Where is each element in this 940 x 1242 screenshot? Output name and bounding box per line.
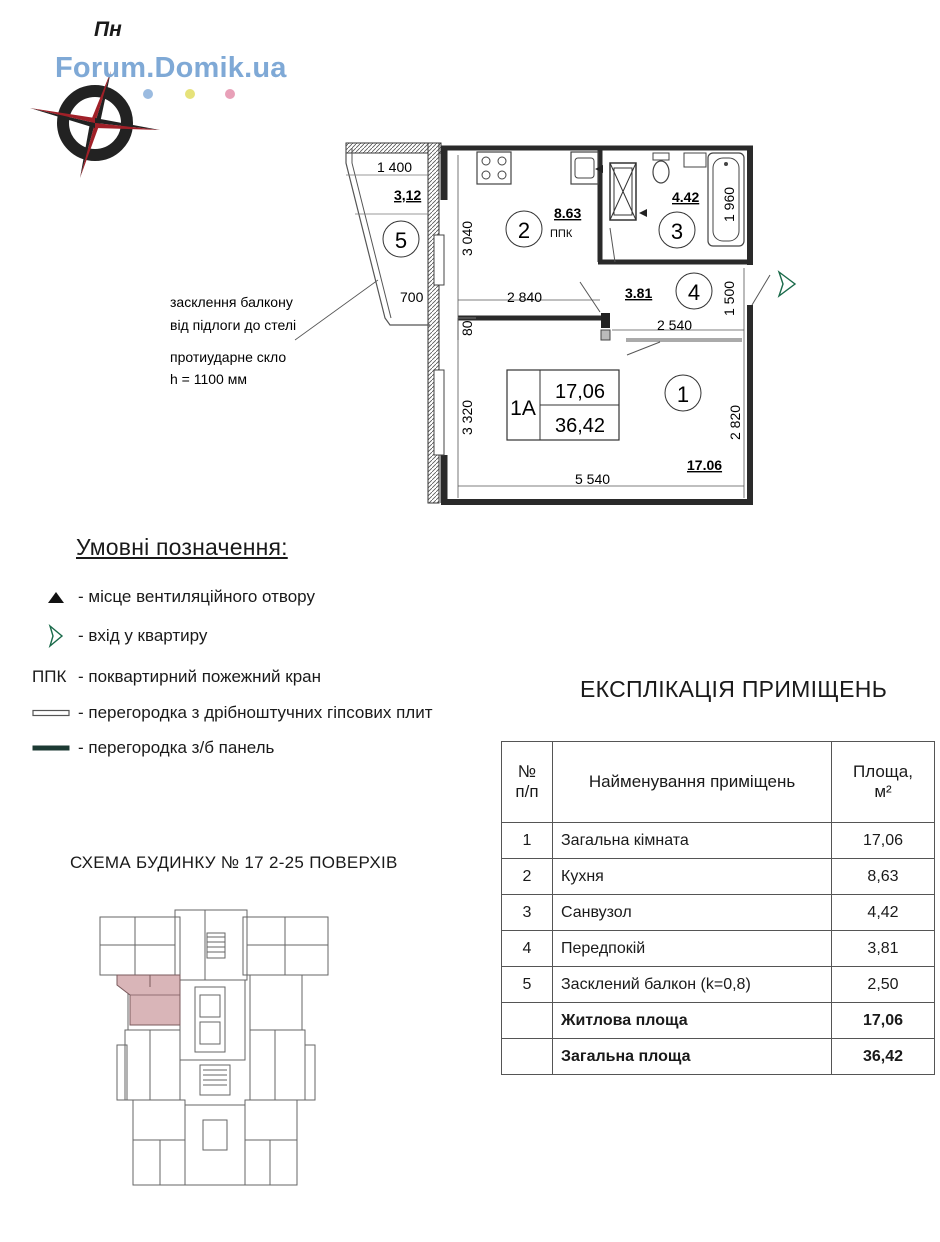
concrete-partition-icon	[32, 744, 78, 752]
room-area-2: 8.63	[554, 205, 582, 221]
balcony-note-line2: від підлоги до стелі	[170, 317, 297, 333]
legend-text-vent: - місце вентиляційного отвору	[78, 587, 315, 606]
ppk-label: ППК	[550, 228, 573, 240]
legend-item-vent	[32, 586, 315, 608]
table-header-row	[502, 742, 935, 823]
legend-text-gypsum: - перегородка з дрібноштучних гіпсових плит	[78, 703, 433, 722]
highlighted-apartment	[117, 975, 180, 1025]
row-area: 8,63	[832, 859, 935, 895]
entry-triangle-icon	[32, 624, 78, 648]
row-area: 3,81	[832, 931, 935, 967]
room-number-2: 2	[517, 218, 531, 243]
row-num: 5	[502, 967, 553, 1003]
row-name: Кухня	[553, 859, 832, 895]
legend-item-concrete	[32, 737, 274, 759]
row-num: 4	[502, 931, 553, 967]
unit-label: 1А	[510, 397, 536, 420]
schema-title: СХЕМА БУДИНКУ № 17 2-25 ПОВЕРХІВ	[70, 853, 398, 872]
row-area: 2,50	[832, 967, 935, 1003]
header-name: Найменування приміщень	[553, 742, 832, 823]
legend-text-ppk: - поквартирний пожежний кран	[78, 667, 322, 686]
row-area: 17,06	[832, 823, 935, 859]
unit-total-area: 36,42	[554, 415, 606, 437]
header-num-line1: №	[517, 762, 537, 781]
dimension-700: 700	[400, 289, 424, 305]
room-number-1: 1	[676, 382, 690, 407]
dimension-2840: 2 840	[507, 289, 543, 305]
room-number-5: 5	[394, 228, 408, 253]
total-row-overall	[502, 1039, 935, 1075]
table-row	[502, 859, 935, 895]
room-area-3: 4.42	[672, 189, 700, 205]
table-row	[502, 967, 935, 1003]
dimension-3040: 3 040	[459, 220, 475, 256]
unit-living-area: 17,06	[554, 381, 606, 403]
legend-text-concrete: - перегородка з/б панель	[78, 738, 275, 757]
building-scheme	[95, 905, 335, 1195]
legend-item-entry	[32, 625, 207, 647]
row-num: 2	[502, 859, 553, 895]
room-number-3: 3	[670, 219, 684, 244]
row-name: Загальна кімната	[553, 823, 832, 859]
dimension-1500: 1 500	[721, 280, 737, 316]
dimension-1960: 1 960	[721, 186, 737, 222]
legend-text-entry: - вхід у квартиру	[78, 626, 208, 645]
watermark-logo: Forum.Domik.ua	[55, 52, 287, 84]
explication-title: ЕКСПЛІКАЦІЯ ПРИМІЩЕНЬ	[580, 676, 888, 702]
header-area-line2: м²	[874, 782, 892, 801]
glass-note-line2: h = 1100 мм	[170, 371, 247, 387]
room-number-4: 4	[687, 280, 701, 305]
gypsum-partition-icon	[32, 709, 78, 717]
row-num: 3	[502, 895, 553, 931]
vent-triangle-icon	[32, 590, 78, 604]
dimension-1400: 1 400	[377, 159, 413, 175]
legend-item-gypsum	[32, 702, 433, 724]
legend-title: Умовні позначення:	[76, 534, 288, 560]
table-row	[502, 895, 935, 931]
header-num-line2: п/п	[515, 782, 539, 801]
header-area-line1: Площа,	[853, 762, 913, 781]
explication-table	[501, 741, 935, 1075]
total-name: Загальна площа	[553, 1039, 832, 1075]
dimension-80: 80	[459, 320, 475, 336]
total-row-living	[502, 1003, 935, 1039]
header-area	[832, 742, 935, 823]
room-area-1: 17.06	[687, 457, 723, 473]
header-num	[502, 742, 553, 823]
row-name: Засклений балкон (k=0,8)	[553, 967, 832, 1003]
room-area-5: 3,12	[394, 187, 422, 203]
dimension-5540: 5 540	[575, 471, 611, 487]
dimension-2540: 2 540	[657, 317, 693, 333]
table-row	[502, 823, 935, 859]
ppk-symbol: ППК	[32, 667, 67, 686]
row-name: Передпокій	[553, 931, 832, 967]
north-label: Пн	[94, 18, 122, 41]
balcony-note-line1: засклення балкону	[170, 294, 293, 310]
total-area: 36,42	[832, 1039, 935, 1075]
dimension-3320: 3 320	[459, 399, 475, 435]
total-area: 17,06	[832, 1003, 935, 1039]
legend-item-ppk	[32, 666, 321, 688]
row-area: 4,42	[832, 895, 935, 931]
row-num: 1	[502, 823, 553, 859]
row-name: Санвузол	[553, 895, 832, 931]
glass-note-line1: протиударне скло	[170, 349, 287, 365]
total-name: Житлова площа	[553, 1003, 832, 1039]
floor-plan	[0, 0, 940, 520]
dimension-2820: 2 820	[727, 404, 743, 440]
room-area-4: 3.81	[625, 285, 653, 301]
table-row	[502, 931, 935, 967]
